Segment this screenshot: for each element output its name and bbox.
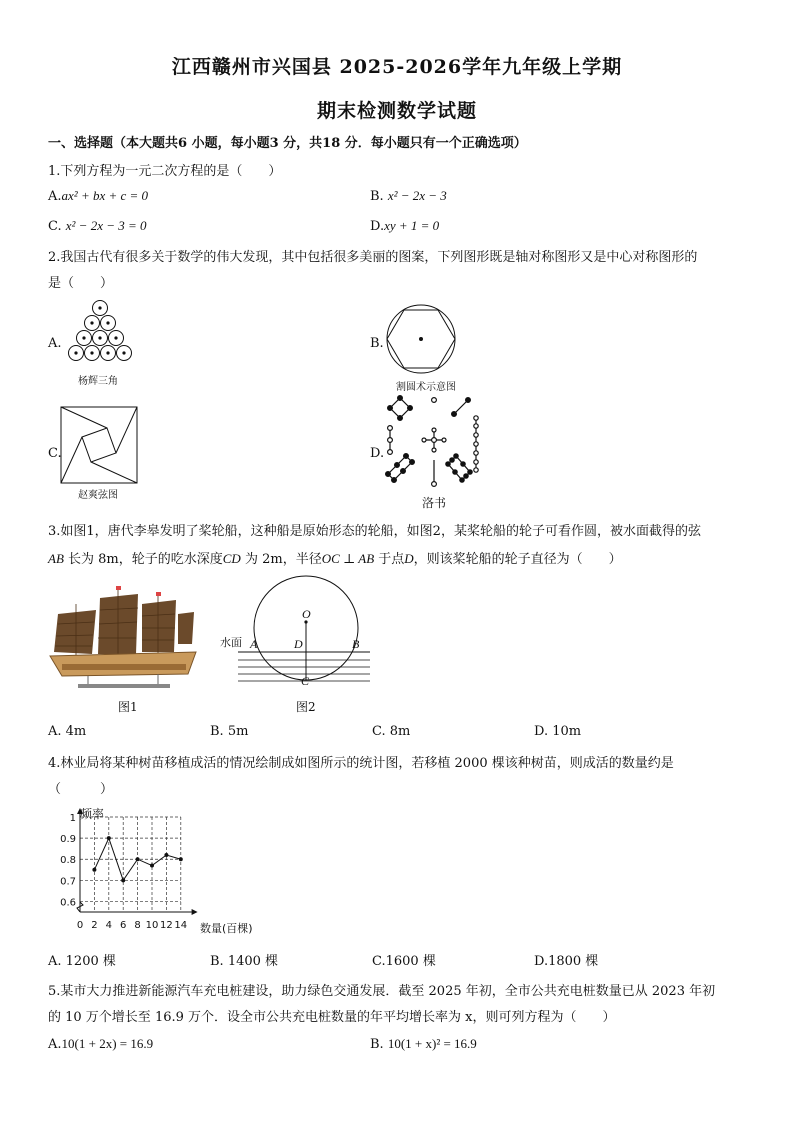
x-tick-label-1: 2 xyxy=(91,920,98,931)
x-axis-arrow xyxy=(192,909,198,915)
q5-stem-line1: 5.某市大力推进新能源汽车充电桩建设，助力绿色交通发展．截至 2025 年初，全市公共充电桩数量已从 2023 年初 xyxy=(48,984,716,999)
q5-option-a[interactable]: A.10(1 + 2x) = 16.9 xyxy=(48,1036,154,1052)
q4-option-d[interactable]: D.1800 棵 xyxy=(534,954,599,969)
yanghui-triangle-figure xyxy=(60,298,140,370)
y-tick-label-4: 1 xyxy=(69,813,76,824)
data-point-0 xyxy=(92,868,96,872)
paddle-ship-image xyxy=(48,584,198,692)
q3-stem-line1: 3.如图1，唐代李皋发明了桨轮船，这种船是原始形态的轮船，如图2，某桨轮船的轮子可看作圆，被水面截得的弦 xyxy=(48,524,701,539)
survival-rate-chart xyxy=(40,800,280,940)
luoshu-figure xyxy=(384,394,484,490)
q4-stem-line1: 4.林业局将某种树苗移植成活的情况绘制成如图所示的统计图，若移植 2000 棵该种树苗，则成活的数量约是 xyxy=(48,756,674,771)
point-o-label: O xyxy=(302,607,311,621)
q2-stem-line2: 是（ ） xyxy=(48,276,114,291)
point-a-label: A xyxy=(250,637,258,651)
y-tick-label-1: 0.7 xyxy=(60,876,76,888)
q3-fig1-caption: 图1 xyxy=(118,700,138,714)
q3-option-b[interactable]: B. 5m xyxy=(210,724,249,739)
data-point-1 xyxy=(107,836,111,840)
q1-option-c[interactable]: C. x² − 2x − 3 = 0 xyxy=(48,218,147,234)
q2-option-b-label[interactable]: B. xyxy=(370,336,384,351)
q4-option-b[interactable]: B. 1400 棵 xyxy=(210,954,279,969)
q2-option-d-label[interactable]: D. xyxy=(370,446,385,461)
water-surface-label: 水面 xyxy=(220,636,242,649)
data-point-3 xyxy=(136,857,140,861)
y-tick-label-0: 0.6 xyxy=(60,897,76,909)
point-d-label: D xyxy=(294,637,303,651)
x-tick-label-0: 0 xyxy=(76,920,84,931)
x-tick-label-7: 14 xyxy=(174,920,188,931)
q1-stem: 1.下列方程为一元二次方程的是（ ） xyxy=(48,164,282,179)
q4-option-a[interactable]: A. 1200 棵 xyxy=(48,954,116,969)
x-tick-label-3: 6 xyxy=(120,920,127,931)
q2-stem-line1: 2.我国古代有很多关于数学的伟大发现，其中包括很多美丽的图案，下列图形既是轴对称图形又是中心对称图形的 xyxy=(48,250,698,265)
wheel-circle-diagram xyxy=(218,578,378,690)
section-heading: 一、选择题（本大题共6 小题，每小题3 分，共18 分．每小题只有一个正确选项） xyxy=(48,136,527,151)
q2-d-caption: 洛书 xyxy=(422,496,447,510)
q2-a-caption: 杨辉三角 xyxy=(78,376,118,387)
page-title-line2: 期末检测数学试题 xyxy=(316,100,477,122)
data-point-6 xyxy=(179,857,183,861)
q2-b-caption: 割圆术示意图 xyxy=(396,382,456,393)
q1-option-a[interactable]: A.ax² + bx + c = 0 xyxy=(48,188,149,204)
point-c-label: C xyxy=(301,674,310,688)
y-tick-label-3: 0.9 xyxy=(60,834,76,846)
q2-c-caption: 赵爽弦图 xyxy=(78,490,118,501)
q3-stem-line2: AB 长为 8m，轮子的吃水深度CD 为 2m，半径OC ⊥ AB 于点D，则该桨轮船的轮子直径为（ ） xyxy=(48,551,622,567)
x-tick-label-5: 10 xyxy=(145,920,159,931)
q3-option-d[interactable]: D. 10m xyxy=(534,724,582,739)
data-point-5 xyxy=(164,853,168,857)
q5-stem-line2: 的 10 万个增长至 16.9 万个．设全市公共充电桩数量的年平均增长率为 x，则可列方程为（ ） xyxy=(48,1010,616,1025)
point-b-label: B xyxy=(352,637,360,651)
data-point-4 xyxy=(150,864,154,868)
q2-option-c-label[interactable]: C. xyxy=(48,446,62,461)
zhaoshuang-figure xyxy=(60,406,138,484)
chart-ylabel: 频率 xyxy=(80,807,105,821)
data-point-2 xyxy=(121,878,125,882)
x-tick-label-4: 8 xyxy=(134,920,141,931)
x-tick-label-2: 4 xyxy=(105,920,112,931)
q5-option-b[interactable]: B. 10(1 + x)² = 16.9 xyxy=(370,1036,477,1052)
q4-stem-line2: （ ） xyxy=(48,782,114,797)
chart-xlabel: 数量(百棵) xyxy=(200,922,253,935)
page-title-line1: 江西赣州市兴国县 2025-2026学年九年级上学期 xyxy=(171,56,623,78)
q2-option-a-label[interactable]: A. xyxy=(48,336,62,351)
q1-option-b[interactable]: B. x² − 2x − 3 xyxy=(370,188,447,204)
q1-option-d[interactable]: D.xy + 1 = 0 xyxy=(370,218,440,234)
q3-fig2-caption: 图2 xyxy=(296,700,316,714)
y-tick-label-2: 0.8 xyxy=(60,855,76,867)
circle-cutting-figure xyxy=(384,302,458,376)
x-tick-label-6: 12 xyxy=(160,920,173,931)
q3-option-c[interactable]: C. 8m xyxy=(372,724,411,739)
q4-option-c[interactable]: C.1600 棵 xyxy=(372,954,436,969)
q3-option-a[interactable]: A. 4m xyxy=(48,724,87,739)
